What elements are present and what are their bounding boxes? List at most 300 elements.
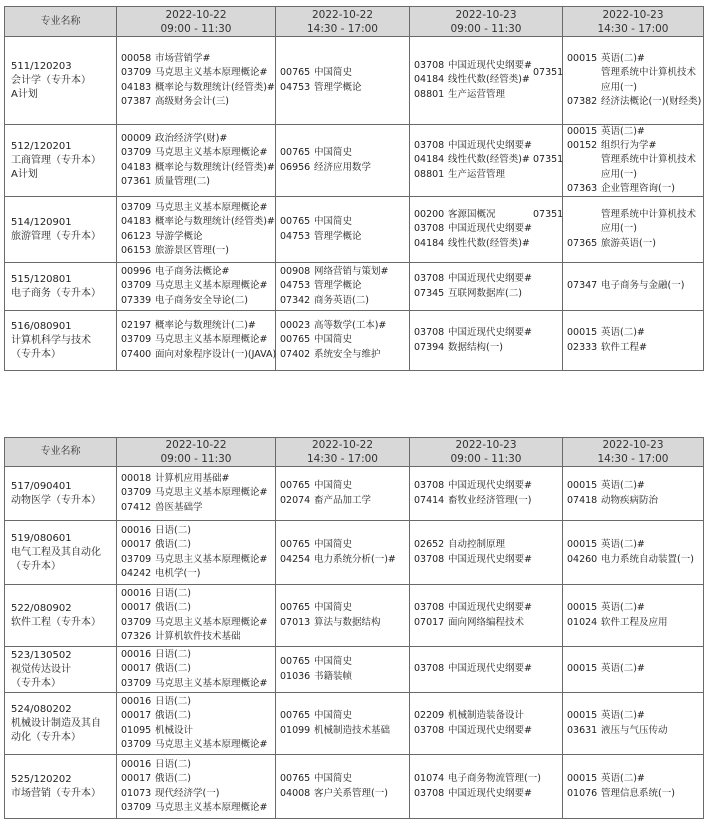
course-code: 03709 [121, 334, 152, 346]
course-name: 概率论与数理统计(二)# [155, 320, 256, 332]
course-code: 01076 [567, 787, 598, 799]
session-courses-cell [410, 197, 563, 263]
session-courses-cell [276, 311, 410, 371]
course-code: 07387 [121, 95, 152, 107]
course-name: 面向对象程序设计(一)(JAVA) [155, 348, 277, 360]
major-line: 511/120203 [11, 60, 72, 72]
course-code: 00016 [121, 525, 152, 537]
course-entry [121, 677, 275, 691]
course-code: 04183 [121, 216, 152, 228]
course-code: 07342 [280, 294, 311, 306]
course-entry [121, 348, 275, 362]
course-entry [567, 553, 703, 567]
course-name: 中国近现代史纲要# [448, 553, 532, 565]
course-entry [121, 553, 275, 567]
course-name: 中国近现代史纲要# [448, 663, 532, 675]
course-entry [121, 146, 275, 160]
session-time: 14:30 - 17:00 [307, 22, 378, 35]
course-name: 中国简史 [314, 334, 353, 346]
course-entry [121, 662, 275, 676]
course-entry [414, 341, 562, 355]
course-name: 计算机应用基础# [155, 473, 230, 485]
session-courses-cell [117, 521, 276, 585]
major-cell [5, 585, 117, 647]
course-code: 00015 [567, 539, 598, 551]
course-name: 俄语(二) [155, 602, 191, 614]
course-entry [121, 567, 275, 581]
course-name: 马克思主义基本原理概论# [155, 553, 268, 565]
course-entry [121, 501, 275, 515]
course-name: 俄语(二) [155, 539, 191, 551]
session-date: 2022-10-22 [165, 8, 227, 21]
course-code: 03708 [414, 223, 445, 235]
course-code: 03709 [121, 67, 152, 79]
course-code: 07017 [414, 616, 445, 628]
exam-schedule-table [4, 437, 704, 819]
course-name: 导游学概论 [155, 230, 203, 242]
session-courses-cell [117, 125, 276, 197]
course-name: 管理系统中计算机技术应用(一) [601, 67, 697, 93]
session-header [410, 438, 563, 467]
course-code: 03709 [121, 280, 152, 292]
session-courses-cell [276, 37, 410, 125]
course-name: 中国近现代史纲要# [448, 480, 532, 492]
course-code: 00765 [280, 656, 311, 668]
course-name: 组织行为学# [601, 140, 657, 152]
course-name: 系统安全与维护 [314, 348, 381, 360]
course-entry [280, 294, 409, 308]
course-entry [121, 95, 275, 109]
course-code: 04184 [414, 74, 445, 86]
course-code: 06956 [280, 161, 311, 173]
major-line: 电气工程及其自动化 [11, 546, 101, 558]
course-code: 03709 [121, 738, 152, 750]
course-name: 中国近现代史纲要# [448, 602, 532, 614]
course-entry [567, 52, 703, 66]
course-name: 旅游景区管理(一) [155, 244, 229, 256]
course-code: 00015 [567, 327, 598, 339]
session-date: 2022-10-23 [602, 8, 664, 21]
course-entry [121, 486, 275, 500]
table-row [5, 37, 704, 125]
course-name: 英语(二)# [601, 327, 645, 339]
course-name: 畜产品加工学 [314, 494, 372, 506]
course-code: 00016 [121, 649, 152, 661]
course-code: 00016 [121, 759, 152, 771]
course-entry [567, 326, 703, 340]
course-code: 03708 [414, 60, 445, 72]
session-header [117, 7, 276, 37]
course-entry [280, 265, 409, 279]
course-name: 政治经济学(财)# [155, 133, 228, 145]
session-header [276, 438, 410, 467]
session-courses-cell [533, 37, 704, 125]
major-line: （专升本） [11, 677, 61, 689]
course-entry [414, 787, 562, 801]
course-code: 00015 [567, 53, 598, 65]
course-code: 00023 [280, 320, 311, 332]
course-entry [414, 237, 562, 251]
course-name: 管理系统中计算机技术应用(一) [601, 209, 697, 235]
course-name: 英语(二)# [601, 773, 645, 785]
course-code: 03709 [121, 553, 152, 565]
course-code: 00058 [121, 53, 152, 65]
course-entry [567, 479, 703, 493]
course-code: 01024 [567, 616, 598, 628]
course-code: 04254 [280, 553, 311, 565]
course-code: 07351 [533, 154, 564, 166]
major-line: 动物医学（专升本） [11, 494, 101, 506]
table-row [5, 521, 704, 585]
course-name: 马克思主义基本原理概论# [155, 67, 268, 79]
course-name: 中国简史 [314, 602, 353, 614]
major-cell [5, 521, 117, 585]
course-entry [567, 772, 703, 786]
course-name: 液压与气压传动 [601, 724, 668, 736]
course-code: 07345 [414, 287, 445, 299]
course-entry [121, 52, 275, 66]
major-cell [5, 647, 117, 693]
course-name: 日语(二) [155, 759, 191, 771]
major-line: 512/120201 [11, 140, 72, 152]
course-name: 英语(二)# [601, 663, 645, 675]
course-entry [121, 695, 275, 709]
course-entry [280, 66, 409, 80]
session-courses-cell [276, 125, 410, 197]
course-name: 面向网络编程技术 [448, 616, 525, 628]
course-name: 软件工程# [601, 341, 647, 353]
course-entry [121, 294, 275, 308]
session-courses-cell [533, 197, 704, 263]
course-code: 00996 [121, 266, 152, 278]
session-courses-cell [117, 467, 276, 521]
course-name: 俄语(二) [155, 773, 191, 785]
course-code: 07347 [567, 280, 598, 292]
course-name: 客源国概况 [448, 209, 496, 221]
course-entry [121, 524, 275, 538]
session-courses-cell [117, 585, 276, 647]
course-name: 概率论与数理统计(经管类)# [155, 161, 275, 173]
major-cell [5, 755, 117, 819]
session-header [117, 438, 276, 467]
course-code: 08801 [414, 168, 445, 180]
exam-schedule-table [4, 6, 704, 371]
session-courses-cell [410, 263, 563, 311]
course-code: 07351 [533, 67, 564, 79]
course-name: 日语(二) [155, 525, 191, 537]
course-code: 00765 [280, 334, 311, 346]
course-entry [280, 670, 409, 684]
course-entry [414, 553, 562, 567]
session-courses-cell [117, 37, 276, 125]
course-entry [121, 538, 275, 552]
session-courses-cell [276, 647, 410, 693]
major-line: 软件工程（专升本） [11, 616, 101, 628]
course-code: 00200 [414, 209, 445, 221]
course-name: 生产运营管理 [448, 168, 506, 180]
course-entry [414, 724, 562, 738]
course-entry [121, 787, 275, 801]
course-code: 01099 [280, 724, 311, 736]
course-name: 电子商务与金融(一) [601, 280, 685, 292]
course-entry [280, 709, 409, 723]
session-courses-cell [117, 693, 276, 755]
course-name: 中国简史 [314, 480, 353, 492]
session-time: 14:30 - 17:00 [597, 22, 669, 35]
major-cell [5, 311, 117, 371]
course-entry [280, 553, 409, 567]
course-code: 00017 [121, 602, 152, 614]
course-name: 企业管理咨询(一) [601, 182, 675, 194]
major-line: 524/080202 [11, 703, 72, 715]
session-time: 09:00 - 11:30 [160, 22, 232, 35]
session-courses-cell [563, 263, 704, 311]
major-line: 会计学（专升本） [11, 74, 91, 86]
course-name: 马克思主义基本原理概论# [155, 334, 268, 346]
course-name: 电子商务物流管理(一) [448, 773, 541, 785]
session-time: 09:00 - 11:30 [450, 22, 522, 35]
course-entry [121, 630, 275, 644]
course-code: 04753 [280, 280, 311, 292]
course-code: 00017 [121, 663, 152, 675]
course-code: 00765 [280, 602, 311, 614]
table-row [5, 263, 704, 311]
course-entry [533, 208, 703, 236]
course-code: 03708 [414, 327, 445, 339]
course-entry [121, 472, 275, 486]
course-code: 00017 [121, 773, 152, 785]
session-courses-cell [410, 755, 563, 819]
course-entry [414, 88, 562, 102]
course-code: 00017 [121, 710, 152, 722]
session-header [410, 7, 563, 37]
session-time: 09:00 - 11:30 [160, 453, 232, 465]
session-date: 2022-10-23 [602, 439, 664, 451]
course-entry [280, 161, 409, 175]
course-code: 07394 [414, 341, 445, 353]
course-entry [121, 132, 275, 146]
course-name: 中国近现代史纲要# [448, 223, 532, 235]
course-code: 06153 [121, 244, 152, 256]
course-entry [121, 279, 275, 293]
table-row [5, 311, 704, 371]
course-name: 日语(二) [155, 588, 191, 600]
course-code: 00017 [121, 539, 152, 551]
course-code: 04183 [121, 161, 152, 173]
course-name: 管理系统中计算机技术应用(一) [601, 154, 697, 180]
course-name: 管理学概论 [314, 280, 362, 292]
course-entry [567, 95, 703, 109]
session-courses-cell [276, 693, 410, 755]
course-code: 02209 [414, 710, 445, 722]
session-courses-cell [117, 647, 276, 693]
major-cell [5, 37, 117, 125]
course-name: 经济应用数学 [314, 161, 372, 173]
session-courses-cell [276, 467, 410, 521]
course-entry [414, 662, 562, 676]
course-code: 07400 [121, 348, 152, 360]
table-row [5, 197, 704, 263]
course-entry [414, 222, 562, 236]
course-code: 01095 [121, 724, 152, 736]
course-code: 03708 [414, 273, 445, 285]
course-entry [121, 215, 275, 229]
course-code: 03708 [414, 724, 445, 736]
course-entry [280, 538, 409, 552]
course-code: 00016 [121, 588, 152, 600]
course-code: 00765 [280, 539, 311, 551]
session-courses-cell [117, 311, 276, 371]
course-entry [280, 319, 409, 333]
course-code: 03708 [414, 602, 445, 614]
course-code: 00152 [567, 140, 598, 152]
course-code: 03708 [414, 140, 445, 152]
course-code: 04184 [414, 237, 445, 249]
course-entry [567, 279, 703, 293]
session-date: 2022-10-22 [165, 439, 227, 451]
course-entry [567, 139, 703, 153]
course-entry [567, 709, 703, 723]
course-entry [280, 279, 409, 293]
course-name: 马克思主义基本原理概论# [155, 801, 268, 813]
session-header [563, 438, 704, 467]
course-name: 俄语(二) [155, 663, 191, 675]
course-name: 算法与数据结构 [314, 616, 381, 628]
course-name: 中国简史 [314, 656, 353, 668]
course-entry [121, 161, 275, 175]
session-courses-cell [410, 467, 563, 521]
course-name: 概率论与数理统计(经管类)# [155, 216, 275, 228]
course-code: 04008 [280, 787, 311, 799]
course-name: 线性代数(经管类)# [448, 154, 530, 166]
course-name: 英语(二)# [601, 53, 645, 65]
course-entry [567, 662, 703, 676]
course-entry [414, 479, 562, 493]
course-code: 07013 [280, 616, 311, 628]
course-entry [567, 601, 703, 615]
course-code: 00765 [280, 147, 311, 159]
session-header [563, 7, 704, 37]
course-code: 03708 [414, 787, 445, 799]
course-entry [414, 326, 562, 340]
course-name: 英语(二)# [601, 539, 645, 551]
course-entry [280, 230, 409, 244]
session-date: 2022-10-22 [311, 439, 374, 451]
course-name: 中国近现代史纲要# [448, 140, 532, 152]
course-code: 00908 [280, 266, 311, 278]
session-date: 2022-10-23 [455, 439, 517, 451]
course-entry [414, 709, 562, 723]
major-line: 514/120901 [11, 216, 72, 228]
course-entry [567, 494, 703, 508]
course-code: 02652 [414, 539, 445, 551]
course-entry [121, 801, 275, 815]
session-date: 2022-10-22 [311, 8, 374, 21]
course-name: 兽医基础学 [155, 501, 203, 513]
course-entry [414, 772, 562, 786]
course-entry [280, 724, 409, 738]
course-name: 中国简史 [314, 216, 353, 228]
course-name: 机械制造装备设计 [448, 710, 525, 722]
session-time: 14:30 - 17:00 [597, 453, 669, 465]
course-code: 03709 [121, 202, 152, 214]
course-name: 马克思主义基本原理概论# [155, 677, 268, 689]
session-courses-cell [276, 585, 410, 647]
course-code: 07412 [121, 501, 152, 513]
course-entry [414, 494, 562, 508]
course-name: 中国简史 [314, 710, 353, 722]
course-entry [121, 587, 275, 601]
course-entry [121, 81, 275, 95]
course-entry [567, 341, 703, 355]
course-code: 07351 [533, 209, 564, 221]
course-name: 电力系统自动装置(一) [601, 553, 694, 565]
course-name: 马克思主义基本原理概论# [155, 147, 268, 159]
course-entry [567, 182, 703, 196]
course-name: 网络营销与策划# [314, 266, 389, 278]
course-entry [121, 319, 275, 333]
course-name: 生产运营管理 [448, 88, 506, 100]
course-code: 07414 [414, 494, 445, 506]
session-date: 2022-10-23 [455, 8, 517, 21]
course-entry [533, 153, 703, 181]
major-cell [5, 125, 117, 197]
course-name: 英语(二)# [601, 126, 645, 137]
course-code: 07418 [567, 494, 598, 506]
course-code: 07382 [567, 95, 598, 107]
session-courses-cell [410, 37, 563, 125]
course-name: 数据结构(一) [448, 341, 503, 353]
course-code: 00765 [280, 67, 311, 79]
course-entry [567, 616, 703, 630]
session-courses-cell [276, 263, 410, 311]
course-entry [414, 616, 562, 630]
course-entry [533, 66, 703, 94]
table-row [5, 693, 704, 755]
course-name: 中国简史 [314, 773, 353, 785]
course-entry [121, 333, 275, 347]
course-code: 00765 [280, 480, 311, 492]
course-entry [414, 272, 562, 286]
course-name: 中国近现代史纲要# [448, 273, 532, 285]
course-entry [280, 494, 409, 508]
course-name: 计算机软件技术基础 [155, 630, 241, 642]
major-line: 机械设计制造及其自 [11, 717, 101, 729]
course-entry [121, 709, 275, 723]
session-courses-cell [410, 521, 563, 585]
course-name: 机械制造技术基础 [314, 724, 391, 736]
course-entry [121, 772, 275, 786]
course-name: 马克思主义基本原理概论# [155, 280, 268, 292]
course-code: 04183 [121, 81, 152, 93]
course-name: 电子商务法概论# [155, 266, 230, 278]
course-code: 02197 [121, 320, 152, 332]
course-code: 01074 [414, 773, 445, 785]
course-entry [567, 787, 703, 801]
course-code: 07363 [567, 182, 598, 194]
session-courses-cell [117, 755, 276, 819]
course-code: 00015 [567, 126, 598, 137]
major-line: 522/080902 [11, 602, 72, 614]
course-name: 书籍装帧 [314, 670, 353, 682]
course-entry [280, 479, 409, 493]
course-code: 00009 [121, 133, 152, 145]
course-code: 00016 [121, 696, 152, 708]
course-entry [280, 772, 409, 786]
major-line: 电子商务（专升本） [11, 287, 101, 299]
course-code: 00765 [280, 216, 311, 228]
course-code: 03708 [414, 480, 445, 492]
